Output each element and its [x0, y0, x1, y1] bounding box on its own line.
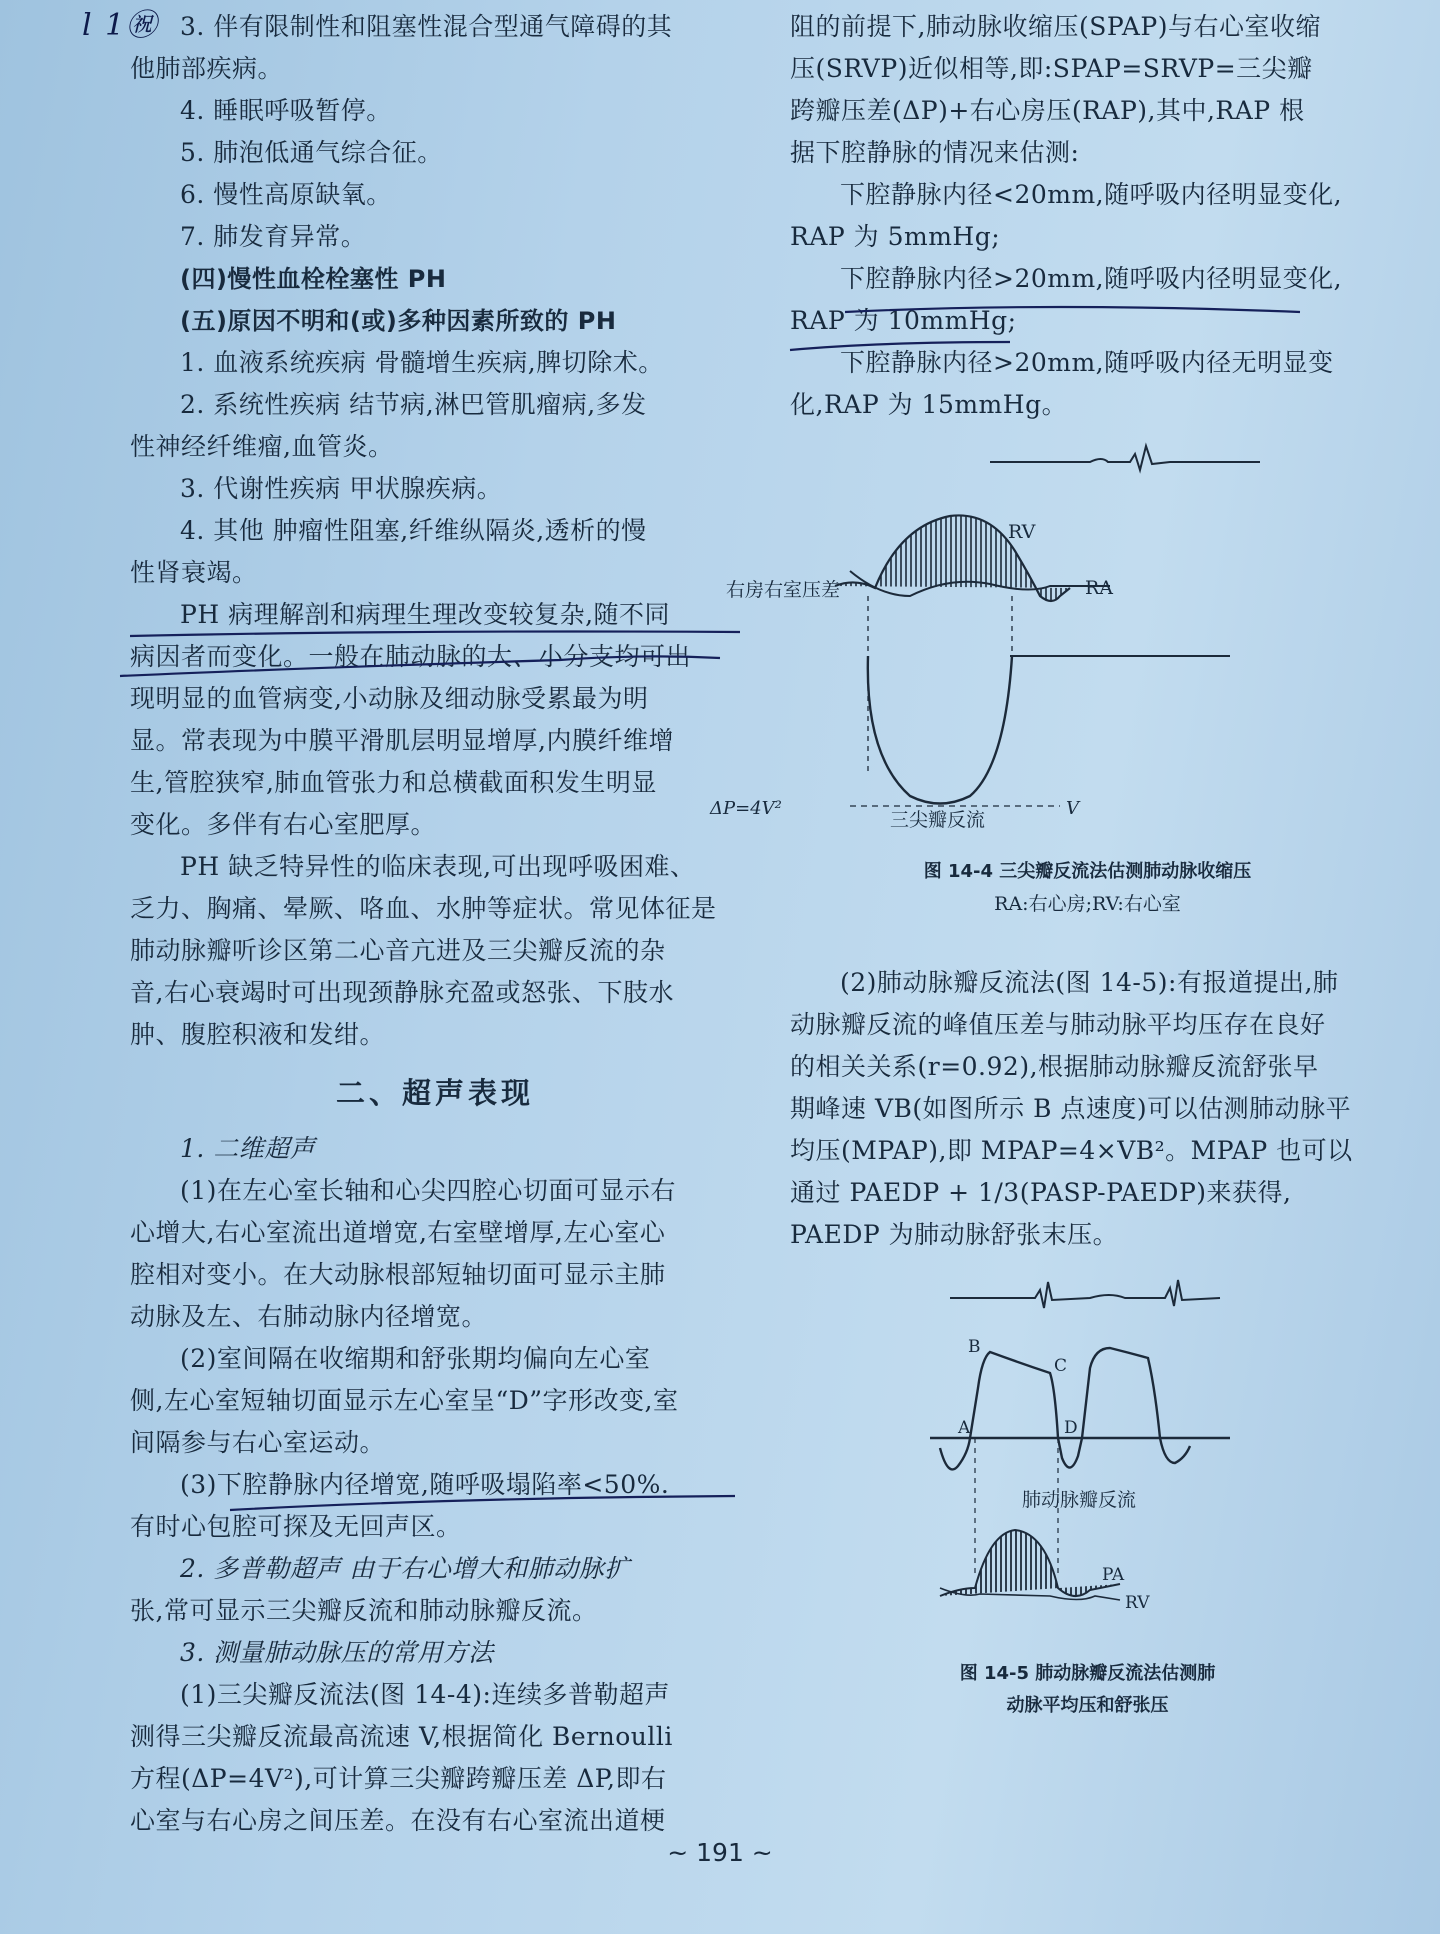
rv-label: RV — [1125, 1593, 1150, 1613]
paragraph-line: 下腔静脉内径>20mm,随呼吸内径明显变化, — [840, 264, 1343, 293]
paragraph-line: 方程(ΔP=4V²),可计算三尖瓣跨瓣压差 ΔP,即右 — [130, 1764, 667, 1793]
figure-caption-note: RA:右心房;RV:右心室 — [994, 893, 1181, 915]
pr-label: 肺动脉瓣反流 — [1022, 1489, 1137, 1511]
figure-caption: 动脉平均压和舒张压 — [1006, 1695, 1169, 1716]
handwritten-margin-note: l 1㊗ — [82, 8, 159, 43]
paragraph-line: (3)下腔静脉内径增宽,随呼吸塌陷率<50%. — [180, 1470, 670, 1499]
paragraph-line: 通过 PAEDP + 1/3(PASP-PAEDP)来获得, — [790, 1178, 1292, 1207]
paragraph-line: RAP 为 5mmHg; — [790, 222, 1001, 251]
list-item: 4. 睡眠呼吸暂停。 — [180, 96, 392, 125]
paragraph-line: (2)室间隔在收缩期和舒张期均偏向左心室 — [180, 1344, 651, 1373]
paragraph-line: PAEDP 为肺动脉舒张末压。 — [790, 1220, 1119, 1249]
paragraph-line: 生,管腔狭窄,肺血管张力和总横截面积发生明显 — [130, 768, 657, 797]
paragraph-line: 跨瓣压差(ΔP)+右心房压(RAP),其中,RAP 根 — [790, 96, 1305, 125]
subheading: 2. 多普勒超声 由于右心增大和肺动脉扩 — [180, 1554, 630, 1583]
list-item: 2. 系统性疾病 结节病,淋巴管肌瘤病,多发 — [180, 390, 647, 419]
list-item: 7. 肺发育异常。 — [180, 222, 367, 251]
paragraph-line: PH 病理解剖和病理生理改变较复杂,随不同 — [180, 600, 671, 629]
text-line: 3. 伴有限制性和阻塞性混合型通气障碍的其 — [180, 12, 673, 41]
paragraph-line: 显。常表现为中膜平滑肌层明显增厚,内膜纤维增 — [130, 726, 674, 755]
paragraph-line: 肿、腹腔积液和发绀。 — [130, 1020, 386, 1049]
paragraph-line: 乏力、胸痛、晕厥、咯血、水肿等症状。常见体征是 — [130, 894, 717, 923]
paragraph-line: 间隔参与右心室运动。 — [130, 1428, 386, 1457]
rv-label: RV — [1008, 521, 1036, 543]
paragraph-line: 动脉及左、右肺动脉内径增宽。 — [130, 1302, 488, 1331]
list-item: 1. 血液系统疾病 骨髓增生疾病,脾切除术。 — [180, 348, 664, 377]
paragraph-line: 压(SRVP)近似相等,即:SPAP=SRVP=三尖瓣 — [790, 54, 1313, 83]
paragraph-line: 据下腔静脉的情况来估测: — [790, 138, 1080, 167]
subheading: (五)原因不明和(或)多种因素所致的 PH — [180, 307, 617, 335]
paragraph-line: 音,右心衰竭时可出现颈静脉充盈或怒张、下肢水 — [130, 978, 674, 1007]
pressure-difference-label: 右房右室压差 — [725, 579, 840, 601]
paragraph-line: (2)肺动脉瓣反流法(图 14-5):有报道提出,肺 — [840, 968, 1339, 997]
paragraph-line: 均压(MPAP),即 MPAP=4×VB²。MPAP 也可以 — [790, 1136, 1353, 1165]
subheading: 3. 测量肺动脉压的常用方法 — [180, 1638, 494, 1667]
text-line: 他肺部疾病。 — [130, 54, 284, 83]
paragraph-line: 肺动脉瓣听诊区第二心音亢进及三尖瓣反流的杂 — [130, 936, 666, 965]
paragraph-line: 阻的前提下,肺动脉收缩压(SPAP)与右心室收缩 — [790, 12, 1321, 41]
paragraph-line: 病因者而变化。一般在肺动脉的大、小分支均可出 — [130, 642, 692, 671]
velocity-label: V — [1066, 798, 1079, 819]
text-line: 性肾衰竭。 — [130, 558, 258, 587]
figure-14-4 — [710, 426, 1385, 831]
pulmonary-regurgitation-diagram — [790, 1278, 1385, 1658]
tricuspid-regurgitation-diagram — [710, 426, 1385, 831]
paragraph-line: 测得三尖瓣反流最高流速 V,根据简化 Bernoulli — [130, 1722, 673, 1751]
tr-jet-envelope — [868, 656, 1012, 804]
left-column — [130, 6, 740, 1842]
subheading: 1. 二维超声 — [180, 1134, 316, 1163]
paragraph-line: 的相关关系(r=0.92),根据肺动脉瓣反流舒张早 — [790, 1052, 1319, 1081]
pa-pressure-curve — [940, 1530, 1120, 1596]
list-item: 3. 代谢性疾病 甲状腺疾病。 — [180, 474, 503, 503]
paragraph-line: 变化。多伴有右心室肥厚。 — [130, 810, 437, 839]
point-b-label: B — [968, 1337, 981, 1357]
paragraph-line: 心增大,右心室流出道增宽,右室壁增厚,左心室心 — [130, 1218, 666, 1247]
paragraph-line: (1)三尖瓣反流法(图 14-4):连续多普勒超声 — [180, 1680, 670, 1709]
text-line: 性神经纤维瘤,血管炎。 — [130, 432, 394, 461]
point-c-label: C — [1054, 1356, 1068, 1376]
ra-label: RA — [1085, 577, 1114, 599]
paragraph-line: 心室与右心房之间压差。在没有右心室流出道梗 — [130, 1806, 666, 1835]
figure-caption: 图 14-5 肺动脉瓣反流法估测肺 — [959, 1663, 1216, 1684]
paragraph-line: RAP 为 10mmHg; — [790, 306, 1017, 335]
point-a-label: A — [958, 1418, 971, 1438]
paragraph-line: 下腔静脉内径>20mm,随呼吸内径无明显变 — [840, 348, 1334, 377]
point-d-label: D — [1064, 1418, 1078, 1438]
page-number: ~ 191 ~ — [667, 1838, 773, 1867]
paragraph-line: 下腔静脉内径<20mm,随呼吸内径明显变化, — [840, 180, 1343, 209]
paragraph-line: 腔相对变小。在大动脉根部短轴切面可显示主肺 — [130, 1260, 666, 1289]
paragraph-line: 动脉瓣反流的峰值压差与肺动脉平均压存在良好 — [790, 1010, 1326, 1039]
ecg-trace — [990, 446, 1260, 470]
subheading: (四)慢性血栓栓塞性 PH — [180, 265, 447, 293]
paragraph-line: 化,RAP 为 15mmHg。 — [790, 390, 1068, 419]
paragraph-line: PH 缺乏特异性的临床表现,可出现呼吸困难、 — [180, 852, 696, 881]
list-item: 6. 慢性高原缺氧。 — [180, 180, 392, 209]
right-column — [710, 6, 1385, 1722]
ecg-trace — [950, 1280, 1220, 1308]
figure-14-5 — [790, 1278, 1385, 1658]
list-item: 4. 其他 肿瘤性阻塞,纤维纵隔炎,透析的慢 — [180, 516, 647, 545]
list-item: 5. 肺泡低通气综合征。 — [180, 138, 443, 167]
paragraph-line: (1)在左心室长轴和心尖四腔心切面可显示右 — [180, 1176, 676, 1205]
pa-label: PA — [1102, 1565, 1125, 1585]
delta-p-label: ΔP=4V² — [710, 798, 782, 819]
paragraph-line: 期峰速 VB(如图所示 B 点速度)可以估测肺动脉平 — [790, 1094, 1352, 1123]
paragraph-line: 现明显的血管病变,小动脉及细动脉受累最为明 — [130, 684, 649, 713]
figure-caption: 图 14-4 三尖瓣反流法估测肺动脉收缩压 — [923, 861, 1252, 882]
tr-label: 三尖瓣反流 — [890, 809, 986, 831]
section-title: 二、超声表现 — [335, 1076, 534, 1110]
paragraph-line: 有时心包腔可探及无回声区。 — [130, 1512, 462, 1541]
paragraph-line: 侧,左心室短轴切面显示左心室呈“D”字形改变,室 — [130, 1386, 679, 1415]
paragraph-line: 张,常可显示三尖瓣反流和肺动脉瓣反流。 — [130, 1596, 598, 1625]
